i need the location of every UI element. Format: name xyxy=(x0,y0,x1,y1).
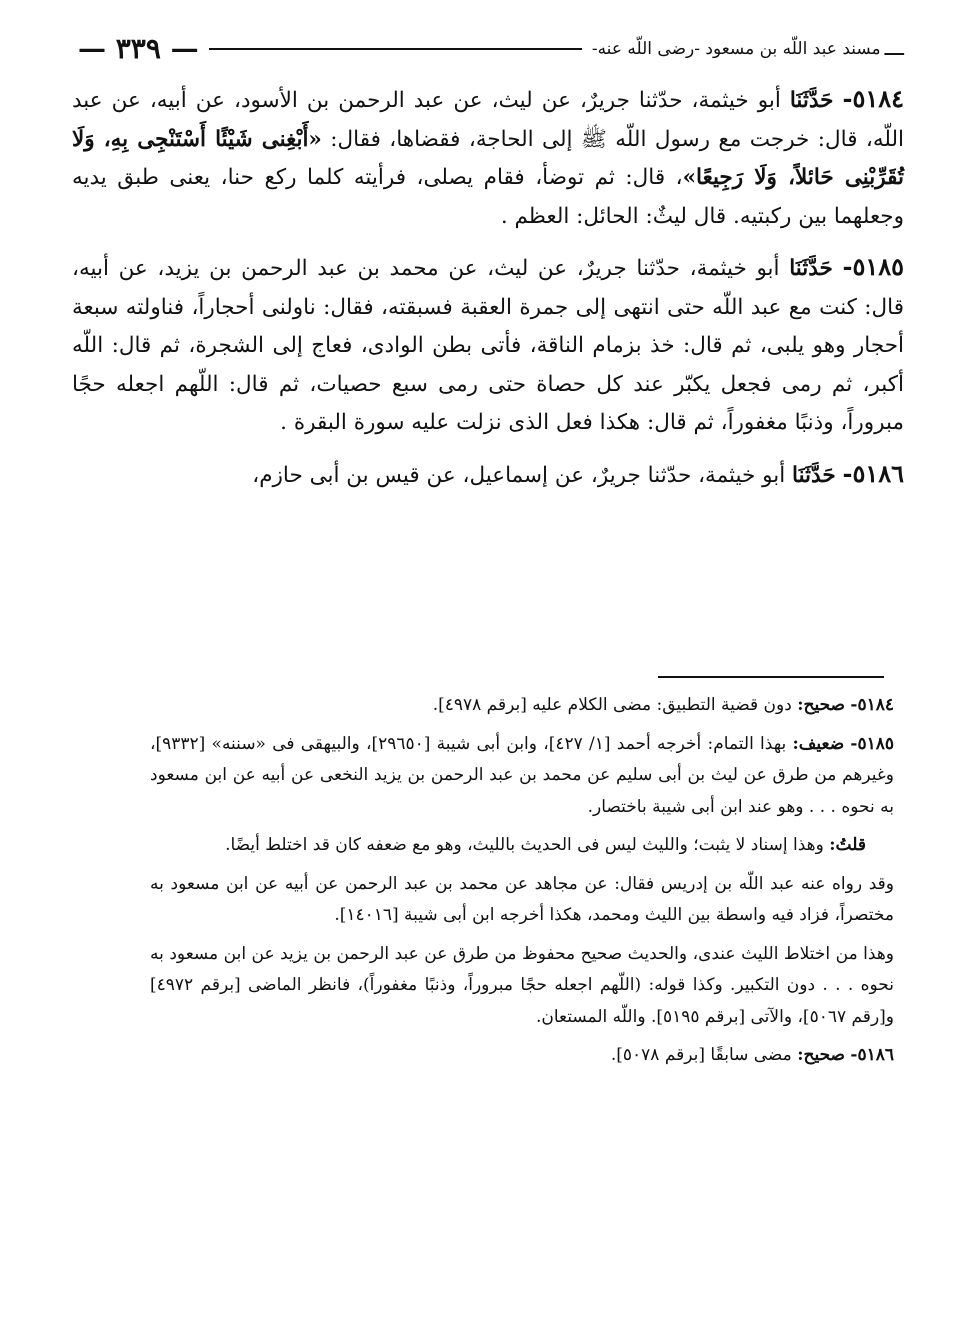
footnote-5185-para3: وهذا من اختلاط الليث عندى، والحديث صحيح محفوظ من طرق عن عبد الرحمن بن يزيد عن ابن مسعود به نحوه . . . دون التكبير. وكذا قوله: (اللّهم اجعله حجًا مبروراً، وذنبًا مغفوراً)، فانظر الماضى [برقم ٤٩٧٢] و[رقم ٥٠٦٧]، والآتى [برقم ٥١٩٥]. واللّه المستعان. xyxy=(150,943,894,1027)
footnote-number: ٥١٨٦- xyxy=(850,1045,894,1065)
footnote-number: ٥١٨٥- xyxy=(850,733,894,754)
hadith-text: أبو خيثمة، حدّثنا جريرٌ، عن إسماعيل، عن قيس بن أبى حازم، xyxy=(252,462,786,488)
header-rule xyxy=(209,48,582,50)
running-header xyxy=(78,34,904,64)
grading-label: ضعيف: xyxy=(792,733,845,754)
footnote-separator xyxy=(658,676,884,678)
hadith-opening-word: حَدَّثَنَا xyxy=(792,462,836,488)
footnotes xyxy=(150,690,894,1079)
qult-text: وهذا إسناد لا يثبت؛ والليث ليس فى الحديث بالليث، وهو مع ضعفه كان قد اختلط أيضًا. xyxy=(225,835,824,855)
hadith-opening-word: حَدَّثَنَا xyxy=(789,256,833,281)
hadith-number: ٥١٨٦- xyxy=(842,458,904,488)
header-dash: ـــ xyxy=(884,36,904,61)
footnote-5186 xyxy=(150,1040,894,1072)
hadith-text: أبو خيثمة، حدّثنا جريرٌ، عن ليث، عن محمد بن عبد الرحمن بن يزيد، عن أبيه، قال: كنت مع عبد اللّه حتى انتهى إلى جمرة العقبة فسبقته، فقال: ناولنى أحجاراً، فناولته سبعة أحجار وهو يلبى، ثم قال: خذ بزمام الناقة، فأتى بطن الوادى، فعاج إلى الشجرة، ثم قال: اللّه أكبر، ثم رمى فجعل يكبّر عند كل حصاة حتى رمى سبع حصيات، ثم قال: اللّهم اجعله حجًا مبروراً، وذنبًا مغفوراً، ثم قال: هكذا فعل الذى نزلت عليه سورة البقرة . xyxy=(72,256,904,435)
hadith-5184 xyxy=(72,80,904,236)
hadith-number: ٥١٨٤- xyxy=(842,84,904,113)
footnote-number: ٥١٨٤- xyxy=(850,695,894,715)
footnote-text: مضى سابقًا [برقم ٥٠٧٨]. xyxy=(610,1045,792,1065)
page-number: — ٣٣٩ — xyxy=(78,32,199,65)
footnote-text: بهذا التمام: أخرجه أحمد [١/ ٤٢٧]، وابن أبى شيبة [٢٩٦٥٠]، والبيهقى فى «سننه» [٩٣٣٢]، وغيرهم من طرق عن ليث بن أبى سليم عن محمد بن عبد الرحمن بن يزيد النخعى عن أبيه عن ابن مسعود به نحوه . . . وهو عند ابن أبى شيبة باختصار. xyxy=(150,733,894,817)
footnote-5184 xyxy=(150,690,894,722)
hadith-5185 xyxy=(72,248,904,443)
hadith-text: أبو خيثمة، حدّثنا جريرٌ، عن ليث، عن عبد الرحمن بن الأسود، عن أبيه، عن عبد اللّه، قال: خرجت مع رسول اللّه ﷺ إلى الحاجة، فقضاها، فقال: xyxy=(72,88,904,152)
hadith-number: ٥١٨٥- xyxy=(842,252,904,281)
footnote-text: دون قضية التطبيق: مضى الكلام عليه [برقم ٤٩٧٨]. xyxy=(432,695,792,715)
grading-label: صحيح: xyxy=(797,695,845,715)
footnote-5185-para2: وقد رواه عنه عبد اللّه بن إدريس فقال: عن مجاهد عن محمد بن عبد الرحمن عن أبيه عن ابن مسعود به مختصراً، فزاد فيه واسطة بين الليث ومحمد، هكذا أخرجه ابن أبى شيبة [١٤٠١٦]. xyxy=(150,873,894,925)
main-text xyxy=(72,80,904,507)
hadith-text-continued: ، قال: ثم توضأ، فقام يصلى، فرأيته كلما ركع حنا، يعنى طبق يديه وجعلهما بين ركبتيه. قال ليثٌ: الحائل: العظم . xyxy=(72,165,904,229)
hadith-5186 xyxy=(72,455,904,496)
footnote-5185-qult xyxy=(150,830,894,862)
prophetic-quote: «أَبْغِنى شَيْئًا أَسْتَنْجِى بِهِ، وَلَا تُقَرِّبْنِى حَائلاً، وَلَا رَجِيعًا» xyxy=(72,126,904,190)
hadith-opening-word: حَدَّثَنَا xyxy=(789,88,834,113)
header-title: مسند عبد اللّه بن مسعود -رضى اللّه عنه- xyxy=(591,39,881,59)
grading-label: صحيح: xyxy=(797,1045,845,1065)
qult-label: قلتُ: xyxy=(829,835,866,855)
footnote-5185 xyxy=(150,729,894,824)
